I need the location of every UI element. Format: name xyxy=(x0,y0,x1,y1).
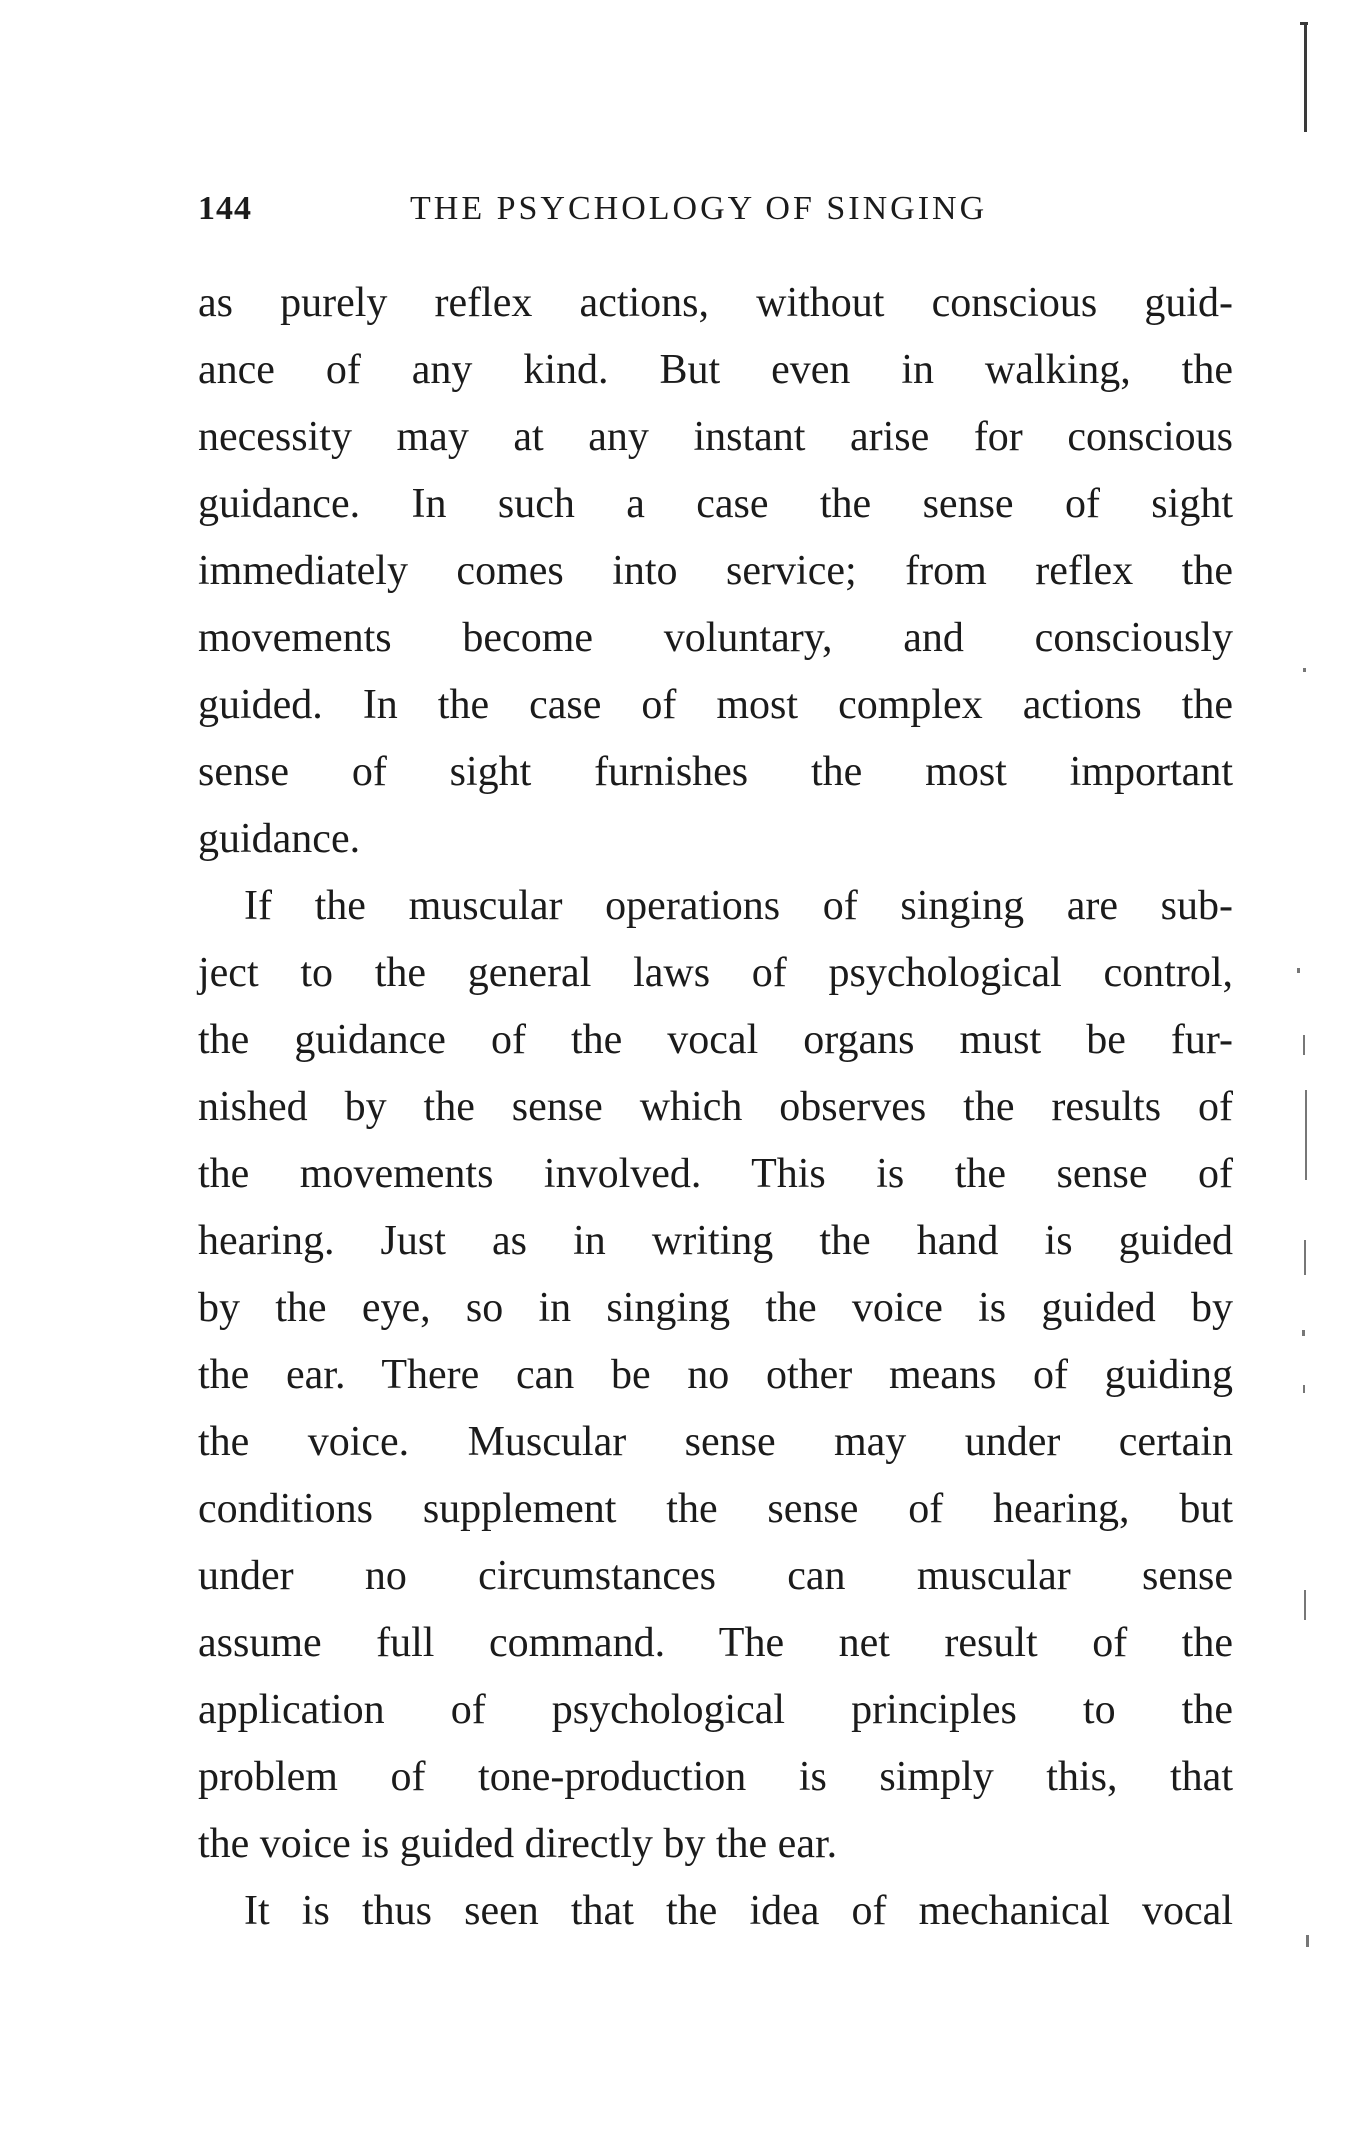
margin-mark xyxy=(1302,1330,1305,1336)
body-text xyxy=(198,270,1233,1945)
margin-mark xyxy=(1297,968,1300,973)
page-number: 144 xyxy=(198,190,252,227)
text-line: If the muscular operations of singing are sub- xyxy=(244,883,1233,929)
text-line: the movements involved. This is the sense of xyxy=(198,1151,1233,1197)
text-line: nished by the sense which observes the results of xyxy=(198,1084,1233,1130)
text-line: necessity may at any instant arise for conscious xyxy=(198,414,1233,460)
text-line: conditions supplement the sense of hearing, but xyxy=(198,1486,1233,1532)
text-line: guidance. In such a case the sense of sight xyxy=(198,481,1233,527)
text-line: problem of tone-production is simply this, that xyxy=(198,1754,1233,1800)
text-line: guided. In the case of most complex actions the xyxy=(198,682,1233,728)
page-edge-line xyxy=(1304,22,1307,132)
text-line: under no circumstances can muscular sense xyxy=(198,1553,1233,1599)
margin-mark xyxy=(1303,1035,1305,1055)
margin-mark xyxy=(1305,1090,1307,1180)
text-line: ance of any kind. But even in walking, the xyxy=(198,347,1233,393)
margin-mark xyxy=(1304,1240,1306,1275)
text-line: the voice is guided directly by the ear. xyxy=(198,1821,838,1867)
margin-mark xyxy=(1303,1385,1305,1393)
text-line: hearing. Just as in writing the hand is guided xyxy=(198,1218,1233,1264)
text-line: by the eye, so in singing the voice is guided by xyxy=(198,1285,1233,1331)
text-line: the guidance of the vocal organs must be fur- xyxy=(198,1017,1233,1063)
running-title: THE PSYCHOLOGY OF SINGING xyxy=(410,190,988,227)
text-line: the voice. Muscular sense may under certain xyxy=(198,1419,1233,1465)
text-line: as purely reflex actions, without conscious guid- xyxy=(198,280,1233,326)
text-line: the ear. There can be no other means of guiding xyxy=(198,1352,1233,1398)
text-line: application of psychological principles to the xyxy=(198,1687,1233,1733)
margin-mark xyxy=(1303,668,1306,672)
text-line: It is thus seen that the idea of mechanical vocal xyxy=(244,1888,1233,1934)
page-header xyxy=(198,190,1233,230)
margin-mark xyxy=(1304,1590,1306,1620)
text-line: sense of sight furnishes the most important xyxy=(198,749,1233,795)
text-line: immediately comes into service; from reflex the xyxy=(198,548,1233,594)
text-line: assume full command. The net result of the xyxy=(198,1620,1233,1666)
page-edge-tick xyxy=(1300,22,1308,25)
margin-mark xyxy=(1306,1935,1309,1947)
text-line: guidance. xyxy=(198,816,361,862)
text-line: ject to the general laws of psychological control, xyxy=(198,950,1233,996)
text-line: movements become voluntary, and consciously xyxy=(198,615,1233,661)
